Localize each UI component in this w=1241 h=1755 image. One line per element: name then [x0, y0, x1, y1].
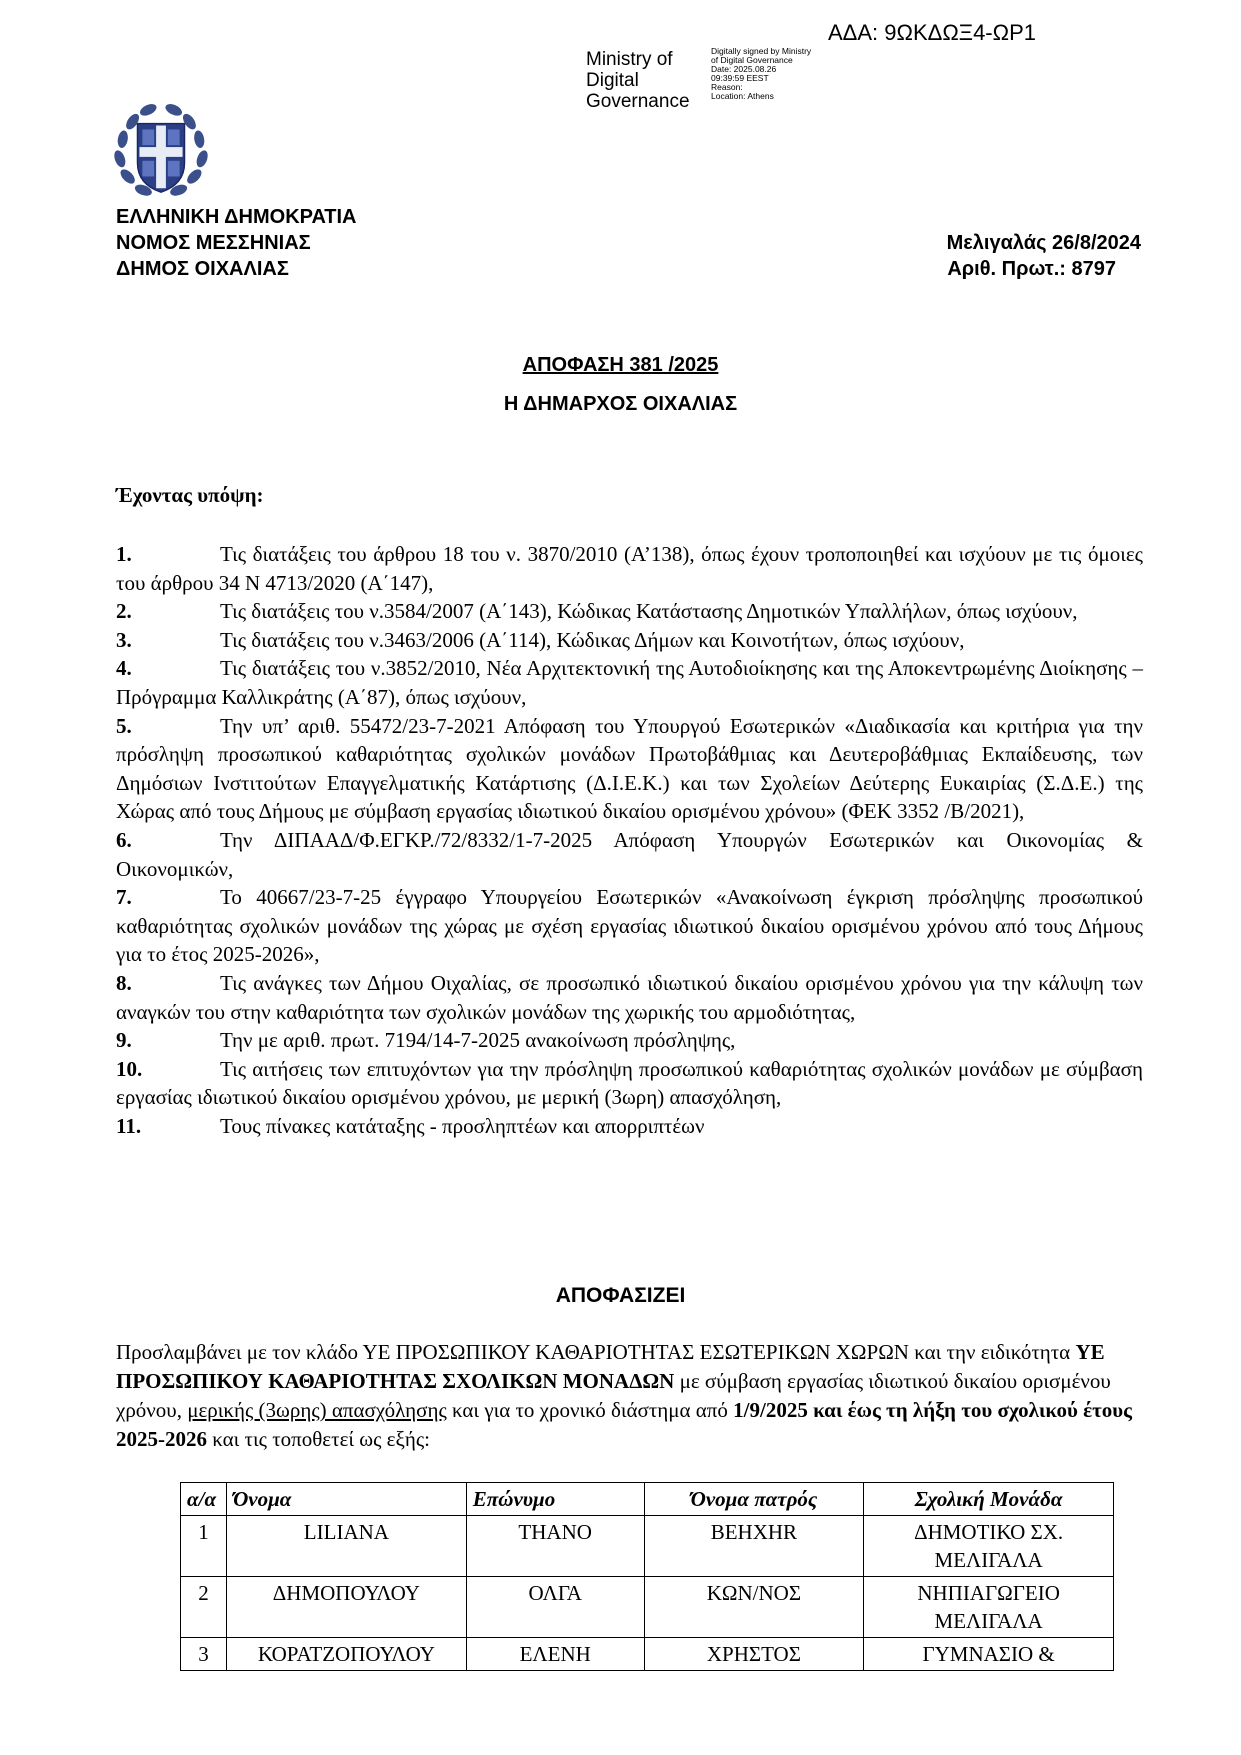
item-number: 10. [116, 1056, 143, 1081]
signature-org-line: Digital [586, 70, 639, 91]
item-text: Τις αιτήσεις των επιτυχόντων για την πρόσληψη προσωπικού καθαριότητας σχολικών μονάδων με σύμβαση εργασίας ιδιωτικού δικαίου ορισμένου χρόνου, με μερική (3ωρη) απασχόληση, [116, 1056, 1143, 1110]
table-header-row [181, 1483, 1114, 1516]
digital-signature-org [586, 49, 706, 112]
place-date: Μελιγαλάς 26/8/2024 [946, 232, 1141, 254]
table-row [181, 1638, 1114, 1671]
decision-employment-type: μερικής (3ωρης) απασχόλησης [187, 1398, 447, 1422]
table-cell: 1 [181, 1516, 227, 1577]
item-text: Την υπ’ αριθ. 55472/23-7-2021 Απόφαση του Υπουργού Εσωτερικών «Διαδικασία και κριτήρια για την πρόσληψη προσωπικού καθαριότητας σχολικών μονάδων Πρωτοβάθμιας και Δευτεροβάθμιας Εκπαίδευσης, των Δημόσιων Ινστιτούτων Επαγγελματικής Κατάρτισης (Δ.Ι.Ε.Κ.) και των Σχολείων Δεύτερης Ευκαιρίας (Σ.Δ.Ε.) της Χώρας από τους Δήμους με σύμβαση εργασίας ιδιωτικού δικαίου ορισμένου χρόνου» (ΦΕΚ 3352 /Β/2021), [116, 713, 1143, 824]
column-header-surname: Επώνυμο [466, 1483, 644, 1516]
ada-code: ΑΔΑ: 9ΩΚΔΩΞ4-ΩΡ1 [828, 20, 1036, 45]
table-cell: ΔΗΜΟΤΙΚΟ ΣΧ. ΜΕΛΙΓΑΛΑ [864, 1516, 1114, 1577]
item-text: Τους πίνακες κατάταξης - προσληπτέων και απορριπτέων [220, 1113, 705, 1138]
signature-org-line: Ministry of [586, 49, 673, 70]
protocol-number: Αριθ. Πρωτ.: 8797 [947, 258, 1116, 280]
signature-org-line: Governance [586, 91, 690, 112]
considering-heading: Έχοντας υπόψη: [116, 483, 264, 507]
table-cell: BEHXHR [644, 1516, 864, 1577]
table-cell: ΕΛΕΝΗ [466, 1638, 644, 1671]
list-item [116, 626, 1143, 655]
item-number: 1. [116, 542, 132, 566]
list-item [116, 1026, 1143, 1055]
list-item [116, 597, 1143, 626]
list-item [116, 540, 1143, 597]
signature-detail-line: 09:39:59 EEST [711, 73, 769, 83]
table-cell: ΔΗΜΟΠΟΥΛΟΥ [226, 1577, 466, 1638]
list-item [116, 712, 1143, 826]
item-text: Τις διατάξεις του ν.3852/2010, Νέα Αρχιτεκτονική της Αυτοδιοίκησης και της Αποκεντρωμένης Διοίκησης – Πρόγραμμα Καλλικράτης (Α΄87), όπως ισχύουν, [116, 656, 1143, 709]
column-header-father-name: Όνομα πατρός [644, 1483, 864, 1516]
header-prefecture: ΝΟΜΟΣ ΜΕΣΣΗΝΙΑΣ [116, 232, 311, 254]
item-number: 2. [116, 599, 132, 624]
decision-paragraph [116, 1338, 1143, 1454]
item-number: 8. [116, 970, 132, 995]
list-item [116, 654, 1143, 711]
table-row [181, 1577, 1114, 1638]
table-row [181, 1516, 1114, 1577]
decides-heading: ΑΠΟΦΑΣΙΖΕΙ [555, 1284, 686, 1307]
table-cell: THANO [466, 1516, 644, 1577]
header-country: ΕΛΛΗΝΙΚΗ ΔΗΜΟΚΡΑΤΙΑ [116, 206, 357, 228]
decision-text-part: Προσλαμβάνει με τον κλάδο ΥΕ ΠΡΟΣΩΠΙΚΟΥ ΚΑΘΑΡΙΟΤΗΤΑΣ ΕΣΩΤΕΡΙΚΩΝ ΧΩΡΩΝ και την ειδικότητα [116, 1340, 1071, 1364]
digital-signature-details [711, 47, 841, 101]
item-number: 9. [116, 1028, 132, 1053]
table-cell: LILIANA [226, 1516, 466, 1577]
decision-specialty: ΥΕ ΠΡΟΣΩΠΙΚΟΥ ΚΑΘΑΡΙΟΤΗΤΑΣ ΣΧΟΛΙΚΩΝ ΜΟΝΑΔΩΝ [116, 1340, 1105, 1393]
table-cell: 2 [181, 1577, 227, 1638]
table-cell: 3 [181, 1638, 227, 1671]
item-text: Τις ανάγκες των Δήμου Οιχαλίας, σε προσωπικό ιδιωτικού δικαίου ορισμένου χρόνου για την κάλυψη των αναγκών του στην καθαριότητα των σχολικών μονάδων της χωρικής του αρμοδιότητας, [116, 970, 1143, 1024]
item-text: Το 40667/23-7-25 έγγραφο Υπουργείου Εσωτερικών «Ανακοίνωση έγκριση πρόσληψης προσωπικού καθαριότητας σχολικών μονάδων της χώρας με σχέση εργασίας ιδιωτικού δικαίου ορισμένου χρόνου από τους Δήμους για το έτος 2025-2026», [116, 885, 1143, 967]
decision-text-part: και τις τοποθετεί ως εξής: [212, 1427, 430, 1451]
list-item [116, 1112, 1143, 1141]
signature-detail-line: Reason: [711, 82, 743, 92]
column-header-name: Όνομα [226, 1483, 466, 1516]
item-text: Τις διατάξεις του ν.3584/2007 (Α΄143), Κώδικας Κατάστασης Δημοτικών Υπαλλήλων, όπως ισχύουν, [220, 599, 1078, 624]
table-cell: ΧΡΗΣΤΟΣ [644, 1638, 864, 1671]
item-text: Τις διατάξεις του άρθρου 18 του ν. 3870/2010 (Α’138), όπως έχουν τροποποιηθεί και ισχύουν με τις όμοιες του άρθρου 34 Ν 4713/2020 (Α΄147), [116, 542, 1143, 595]
list-item [116, 826, 1143, 883]
table-cell: ΚΩΝ/ΝΟΣ [644, 1577, 864, 1638]
item-number: 3. [116, 627, 132, 652]
list-item [116, 969, 1143, 1026]
item-number: 11. [116, 1113, 142, 1138]
item-number: 6. [116, 827, 132, 852]
item-text: Την ΔΙΠΑΑΔ/Φ.ΕΓΚΡ./72/8332/1-7-2025 Απόφαση Υπουργών Εσωτερικών και Οικονομίας & Οικονομικών, [116, 827, 1143, 881]
item-number: 7. [116, 885, 132, 910]
considerations-list [116, 540, 1143, 1140]
date-protocol-block [947, 230, 1141, 282]
issuer-header [116, 204, 357, 282]
item-number: 5. [116, 713, 132, 738]
decision-title: ΑΠΟΦΑΣΗ 381 /2025 [522, 354, 719, 376]
table-cell: ΓΥΜΝΑΣΙΟ & [864, 1638, 1114, 1671]
mayor-title: Η ΔΗΜΑΡΧΟΣ ΟΙΧΑΛΙΑΣ [503, 393, 738, 415]
signature-detail-line: Location: Athens [711, 91, 774, 101]
greek-coat-of-arms-icon [112, 102, 210, 200]
decision-period: 1/9/2025 και έως τη λήξη του σχολικού έτους 2025-2026 [116, 1398, 1133, 1451]
table-cell: ΟΛΓΑ [466, 1577, 644, 1638]
decision-text-part: με σύμβαση εργασίας ιδιωτικού δικαίου ορισμένου χρόνου, [116, 1369, 1111, 1422]
staff-table [180, 1482, 1114, 1671]
list-item [116, 883, 1143, 969]
signature-detail-line: of Digital Governance [711, 55, 793, 65]
column-header-aa: α/α [181, 1483, 227, 1516]
header-municipality: ΔΗΜΟΣ ΟΙΧΑΛΙΑΣ [116, 258, 289, 280]
item-text: Την με αριθ. πρωτ. 7194/14-7-2025 ανακοίνωση πρόσληψης, [220, 1028, 736, 1053]
table-cell: ΚΟΡΑΤΖΟΠΟΥΛΟΥ [226, 1638, 466, 1671]
item-text: Τις διατάξεις του ν.3463/2006 (Α΄114), Κώδικας Δήμων και Κοινοτήτων, όπως ισχύουν, [220, 627, 965, 652]
column-header-school-unit: Σχολική Μονάδα [864, 1483, 1114, 1516]
table-cell: ΝΗΠΙΑΓΩΓΕΙΟ ΜΕΛΙΓΑΛΑ [864, 1577, 1114, 1638]
signature-detail-line: Date: 2025.08.26 [711, 64, 777, 74]
signature-detail-line: Digitally signed by Ministry [711, 46, 812, 56]
list-item [116, 1055, 1143, 1112]
item-number: 4. [116, 656, 132, 681]
decision-text-part: και για το χρονικό διάστημα από [452, 1398, 728, 1422]
